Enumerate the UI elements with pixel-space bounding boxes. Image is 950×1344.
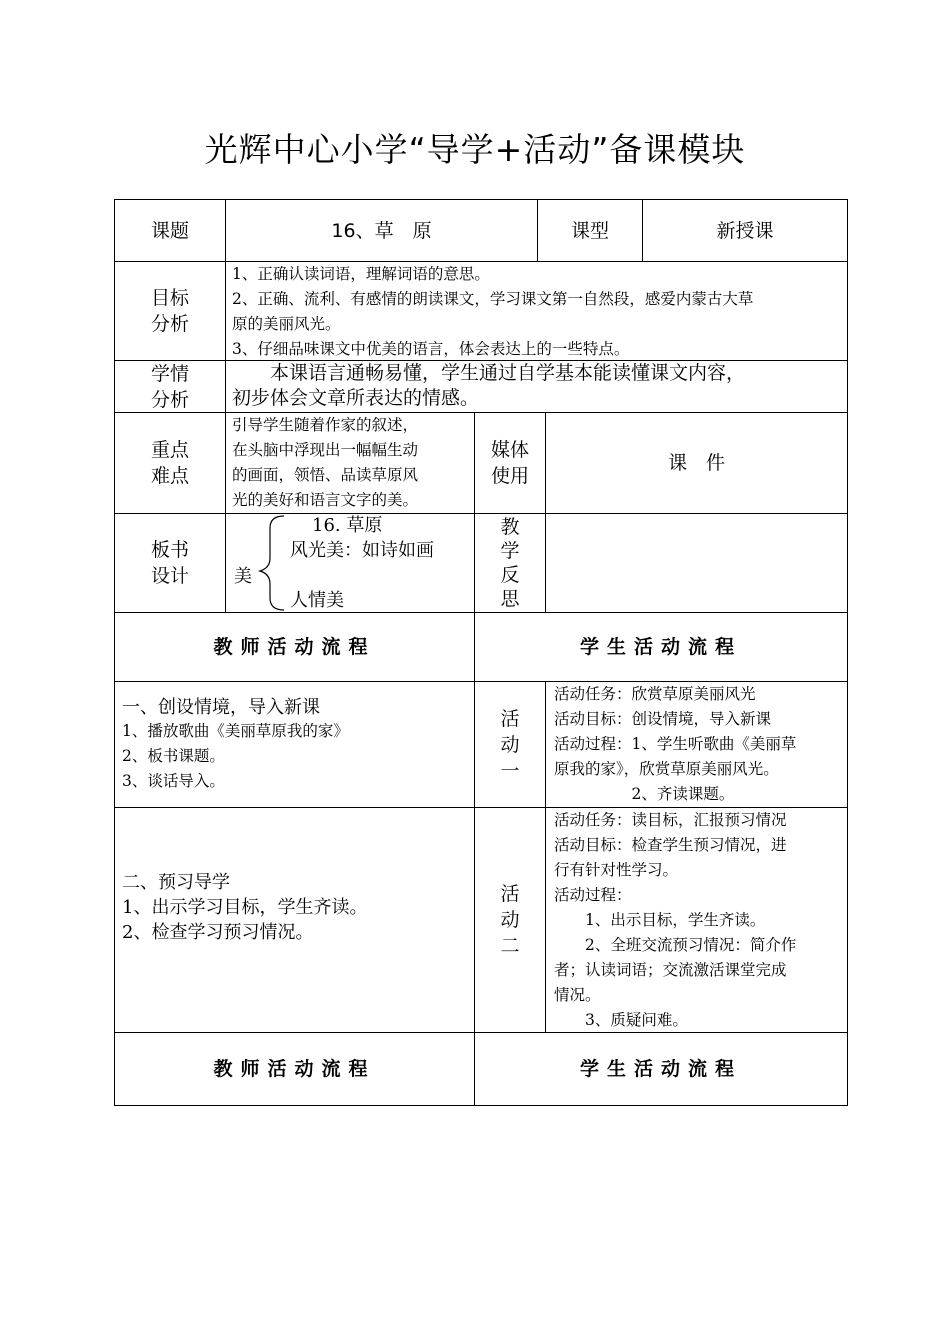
activity1-teacher-content xyxy=(122,719,349,794)
curly-brace-icon xyxy=(256,514,288,612)
focus-line: 光的美好和语言文字的美。 xyxy=(232,491,419,509)
activity2-student-line: 情况。 xyxy=(554,986,601,1004)
focus-label: 重点 难点 xyxy=(150,439,189,487)
activity1-student-line: 活动过程：1、学生听歌曲《美丽草 xyxy=(554,735,797,753)
activity2-student-line: 活动过程： xyxy=(554,886,632,904)
board-heading: 16. 草原 xyxy=(312,515,383,536)
activity2-teacher-line: 二、预习导学 xyxy=(122,872,230,893)
activity1-student-content xyxy=(554,682,846,807)
activity1-teacher-line: 3、谈话导入。 xyxy=(122,772,225,790)
activity2-student-content xyxy=(554,808,846,1033)
type-label: 课型 xyxy=(570,219,609,242)
student-flow-header-2: 学生活动流程 xyxy=(579,1058,742,1080)
activity2-student-line: 3、质疑问难。 xyxy=(554,1011,688,1029)
goal-line: 1、正确认读词语，理解词语的意思。 xyxy=(232,265,490,283)
page-title: 光辉中心小学“导学+活动”备课模块 xyxy=(204,130,746,169)
topic-value: 16、草 原 xyxy=(331,219,432,242)
focus-content xyxy=(232,413,472,513)
activity2-student-line: 活动目标：检查学生预习情况，进 xyxy=(554,836,787,854)
activity2-student-line: 2、全班交流预习情况：简介作 xyxy=(554,936,797,954)
activity1-student-line: 2、齐读课题。 xyxy=(554,785,735,803)
board-side-label: 美 xyxy=(234,566,252,587)
activity2-student-line: 者；认读词语；交流激活课堂完成 xyxy=(554,961,787,979)
media-label: 媒体 使用 xyxy=(490,439,529,487)
type-value: 新授课 xyxy=(716,219,774,242)
activity1-teacher-line: 2、板书课题。 xyxy=(122,747,225,765)
goal-line: 3、仔细品味课文中优美的语言，体会表达上的一些特点。 xyxy=(232,340,630,358)
board-line-1: 风光美：如诗如画 xyxy=(290,540,434,561)
activity2-teacher-content xyxy=(122,870,367,945)
activity1-student-line: 活动目标：创设情境，导入新课 xyxy=(554,710,772,728)
activity2-student-line: 活动任务：读目标，汇报预习情况 xyxy=(554,811,787,829)
situation-line: 本课语言通畅易懂，学生通过自学基本能读懂课文内容， xyxy=(232,362,746,384)
teacher-flow-header: 教师活动流程 xyxy=(213,636,376,658)
activity1-teacher-title: 一、创设情境，导入新课 xyxy=(122,697,320,718)
activity1-student-line: 活动任务：欣赏草原美丽风光 xyxy=(554,685,756,703)
activity1-label: 活 动 一 xyxy=(500,707,520,782)
activity1-student-line: 原我的家》，欣赏草原美丽风光。 xyxy=(554,760,779,778)
topic-label: 课题 xyxy=(150,219,189,242)
focus-line: 的画面，领悟、品读草原风 xyxy=(232,466,419,484)
goal-line: 2、正确、流利、有感情的朗读课文，学习课文第一自然段，感爱内蒙古大草 xyxy=(232,290,754,308)
teacher-flow-header-2: 教师活动流程 xyxy=(213,1058,376,1080)
focus-line: 引导学生随着作家的叙述， xyxy=(232,416,419,434)
situation-label: 学情 分析 xyxy=(150,362,189,411)
student-flow-header: 学生活动流程 xyxy=(579,636,742,658)
activity2-student-line: 1、出示目标，学生齐读。 xyxy=(554,911,766,929)
activity1-teacher-line: 1、播放歌曲《美丽草原我的家》 xyxy=(122,722,349,740)
board-line-2: 人情美 xyxy=(290,590,344,611)
goal-line: 原的美丽风光。 xyxy=(232,315,341,333)
activity2-teacher-line: 2、检查学习预习情况。 xyxy=(122,922,314,943)
activity2-student-line: 行有针对性学习。 xyxy=(554,861,679,879)
situation-line: 初步体会文章所表达的情感。 xyxy=(232,387,480,409)
activity2-teacher-line: 1、出示学习目标，学生齐读。 xyxy=(122,897,368,918)
board-label: 板书 设计 xyxy=(150,539,189,587)
media-value: 课 件 xyxy=(667,452,725,474)
goals-label: 目标 分析 xyxy=(150,287,189,335)
situation-content xyxy=(232,361,844,411)
activity2-label: 活 动 二 xyxy=(500,883,520,957)
reflection-label: 教 学 反 思 xyxy=(500,516,520,610)
goals-content xyxy=(232,262,844,362)
focus-line: 在头脑中浮现出一幅幅生动 xyxy=(232,441,419,459)
